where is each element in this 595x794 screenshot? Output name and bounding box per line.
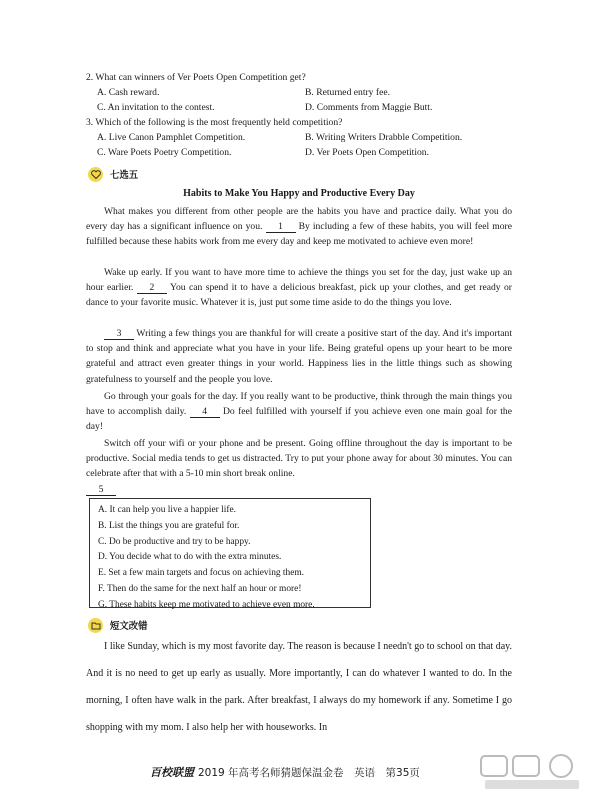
heart-icon	[88, 167, 103, 182]
q3-option-c: C. Ware Poets Poetry Competition.	[97, 147, 232, 158]
correction-paragraph: I like Sunday, which is my most favorite day. The reason is because I needn't go to school on that day. And it is no need to get up early as usually. More importantly, I can do whatever I wanted to do. In the morning, I often have walk in the park. After breakfast, I always do my homework if any. Sometime I go shopping with my mom. I also help her with houseworks. In	[86, 641, 512, 733]
section-correction-label: 短文改错	[110, 621, 148, 632]
choice-f: F. Then do the same for the next half an hour or more!	[98, 583, 302, 594]
passage-paragraph-3: 3 Writing a few things you are thankful for will create a positive start of the day. And it's important to stop and think and appreciate what you have in your life. Being grateful opens up your heart to be more grateful and attract even greater things in your world. Happiness lies in the little things such as showing gratefulness to yourself and the people you love.	[86, 328, 512, 385]
blank-2[interactable]: 2	[137, 283, 167, 294]
blank-1[interactable]: 1	[266, 222, 296, 233]
choice-d: D. You decide what to do with the extra minutes.	[98, 552, 282, 563]
choice-a: A. It can help you live a happier life.	[98, 505, 236, 515]
passage-paragraph-1: What makes you different from other people are the habits you have and practice daily. What you do every day has a significant influence on you. 1 By including a few of these habits, you will feel more fulfilled because these habits work from me every day and keep me motivated to achieve even more!	[86, 206, 512, 248]
folder-icon	[88, 618, 103, 633]
choice-g: G. These habits keep me motivated to achieve even more.	[98, 599, 315, 610]
footer-text: 2019 年高考名师猜题保温金卷 英语 第35页	[198, 766, 420, 779]
section-correction-header	[88, 617, 148, 633]
q3-option-a: A. Live Canon Pamphlet Competition.	[97, 132, 246, 143]
blank-4[interactable]: 4	[190, 407, 220, 418]
passage-paragraph-5: Switch off your wifi or your phone and be present. Going offline throughout the day is important to be productive. Social media tends to get us distracted. Try to put your phone away for about 30 minutes. You can celebrate after that with a 5-10 min short break online.	[86, 438, 512, 480]
q2-option-b: B. Returned entry fee.	[305, 87, 390, 98]
footer-brand: 百校联盟	[150, 766, 194, 779]
choice-b: B. List the things you are grateful for.	[98, 520, 240, 531]
q2-option-c: C. An invitation to the contest.	[97, 102, 215, 113]
choice-e: E. Set a few main targets and focus on achieving them.	[98, 568, 305, 579]
section-cloze-label: 七选五	[110, 170, 139, 181]
q3-option-d: D. Ver Poets Open Competition.	[305, 147, 430, 158]
passage-paragraph-2: Wake up early. If you want to have more time to achieve the things you set for the day, just wake up an hour earlier. 2 You can spend it to have a delicious breakfast, pick up your clothes, and get ready or dance to your favorite music. Whatever it is, just put some time aside to do the things you love.	[86, 267, 513, 309]
passage-paragraph-4: Go through your goals for the day. If you really want to be productive, think through the main things you have to accomplish daily. 4 Do feel fulfilled with yourself if you achieve even one main goal for the day!	[86, 391, 512, 433]
q2-option-a: A. Cash reward.	[97, 87, 160, 98]
page-footer	[150, 764, 420, 780]
choice-c: C. Do be productive and try to be happy.	[98, 536, 251, 547]
blank-5[interactable]: 5	[86, 485, 116, 496]
passage-paragraph-6	[86, 482, 512, 497]
section-cloze-header	[88, 166, 138, 182]
q2-option-d: D. Comments from Maggie Butt.	[305, 102, 433, 113]
blank-3[interactable]: 3	[104, 329, 134, 340]
q3-option-b: B. Writing Writers Drabble Competition.	[305, 132, 463, 143]
watermark-logo-icon	[477, 752, 587, 792]
choices-box	[89, 498, 371, 608]
question-2-stem: 2. What can winners of Ver Poets Open Competition get?	[86, 72, 306, 83]
passage-title: Habits to Make You Happy and Productive Every Day	[183, 188, 415, 199]
question-3-stem: 3. Which of the following is the most frequently held competition?	[86, 117, 343, 128]
